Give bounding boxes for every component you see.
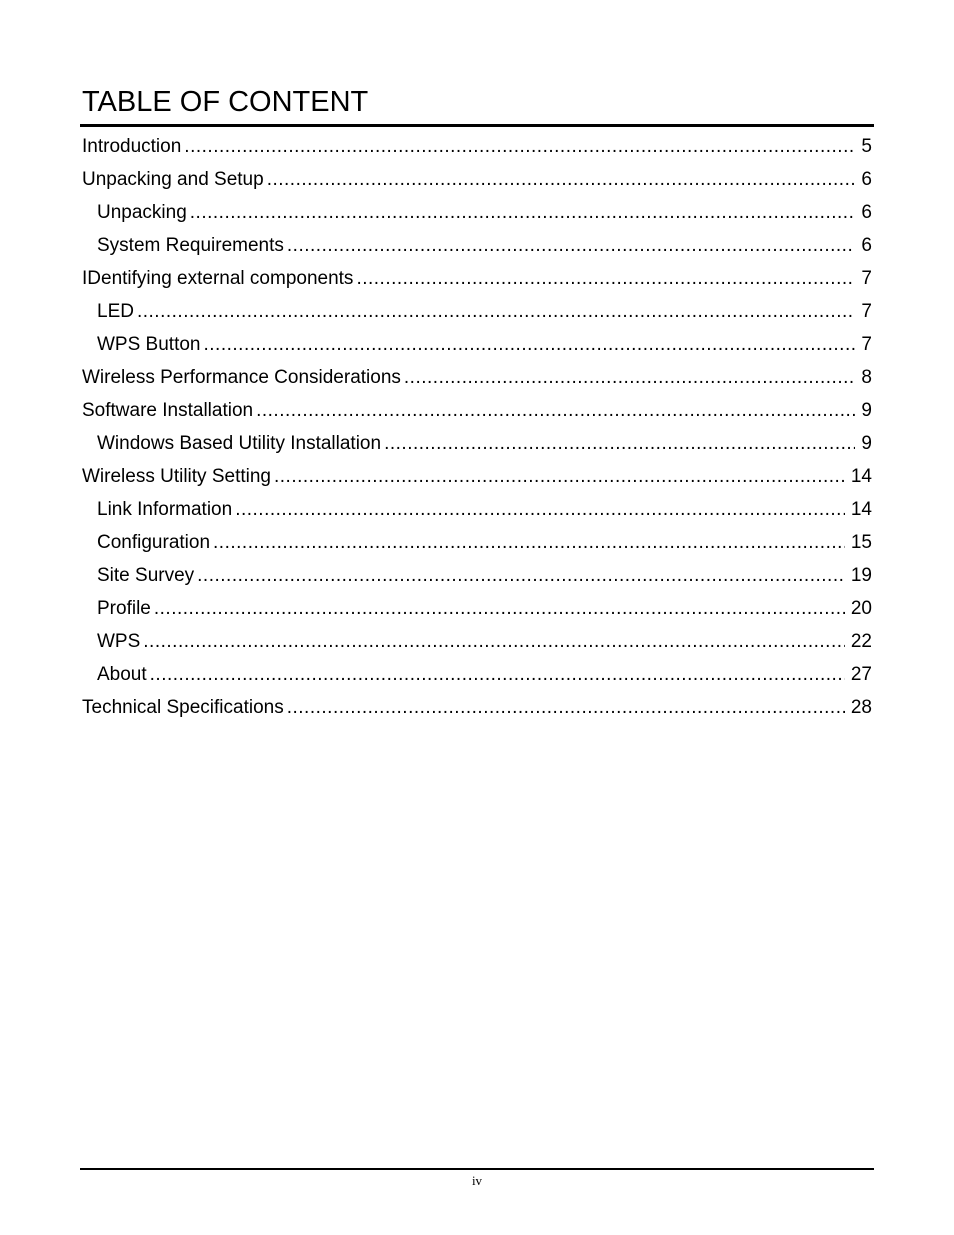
toc-entry-page: 9 bbox=[861, 400, 872, 421]
toc-entry-page: 7 bbox=[861, 268, 872, 289]
toc-dot-leader bbox=[267, 165, 856, 195]
title-divider bbox=[80, 124, 874, 127]
toc-dot-leader bbox=[150, 660, 845, 690]
toc-entry-link-information[interactable] bbox=[82, 495, 872, 528]
toc-dot-leader bbox=[356, 264, 855, 294]
toc-entry-page: 28 bbox=[850, 697, 872, 718]
toc-entry-wireless-utility-setting[interactable] bbox=[82, 462, 872, 495]
toc-entry-label: LED bbox=[97, 301, 134, 322]
toc-entry-page: 22 bbox=[850, 631, 872, 652]
toc-entry-page: 7 bbox=[861, 334, 872, 355]
toc-dot-leader bbox=[190, 198, 856, 228]
toc-entry-label: Software Installation bbox=[82, 400, 254, 421]
toc-entry-page: 14 bbox=[850, 466, 872, 487]
toc-entry-configuration[interactable] bbox=[82, 528, 872, 561]
footer-page-number: iv bbox=[471, 1173, 483, 1188]
toc-entry-label: Link Information bbox=[97, 499, 233, 520]
toc-entry-unpacking[interactable] bbox=[82, 198, 872, 231]
toc-entry-unpacking-and-setup[interactable] bbox=[82, 165, 872, 198]
toc-dot-leader bbox=[287, 693, 845, 723]
toc-entry-page: 15 bbox=[850, 532, 872, 553]
toc-dot-leader bbox=[287, 231, 856, 261]
toc-entry-label: Introduction bbox=[82, 136, 182, 157]
page-title: TABLE OF CONTENT bbox=[82, 86, 369, 118]
toc-entry-page: 19 bbox=[850, 565, 872, 586]
toc-dot-leader bbox=[274, 462, 845, 492]
toc-entry-label: Unpacking and Setup bbox=[82, 169, 264, 190]
toc-entry-system-requirements[interactable] bbox=[82, 231, 872, 264]
toc-entry-software-installation[interactable] bbox=[82, 396, 872, 429]
toc-entry-wps[interactable] bbox=[82, 627, 872, 660]
toc-dot-leader bbox=[197, 561, 845, 591]
toc-entry-label: WPS Button bbox=[97, 334, 201, 355]
toc-entry-windows-based-utility-installation[interactable] bbox=[82, 429, 872, 462]
toc-entry-identifying-external-components[interactable] bbox=[82, 264, 872, 297]
toc-entry-label: Unpacking bbox=[97, 202, 187, 223]
toc-dot-leader bbox=[154, 594, 845, 624]
toc-entry-led[interactable] bbox=[82, 297, 872, 330]
toc-entry-label: Wireless Utility Setting bbox=[82, 466, 271, 487]
toc-entry-label: Profile bbox=[97, 598, 151, 619]
toc-entry-page: 6 bbox=[861, 169, 872, 190]
toc-dot-leader bbox=[143, 627, 845, 657]
toc-entry-page: 14 bbox=[850, 499, 872, 520]
toc-entry-site-survey[interactable] bbox=[82, 561, 872, 594]
toc-dot-leader bbox=[184, 132, 855, 162]
footer-divider bbox=[80, 1168, 874, 1170]
toc-entry-label: Site Survey bbox=[97, 565, 195, 586]
toc-entry-page: 7 bbox=[861, 301, 872, 322]
toc-entry-wps-button[interactable] bbox=[82, 330, 872, 363]
toc-entry-wireless-performance-considerations[interactable] bbox=[82, 363, 872, 396]
toc-entry-page: 20 bbox=[850, 598, 872, 619]
toc-dot-leader bbox=[404, 363, 856, 393]
toc-entry-about[interactable] bbox=[82, 660, 872, 693]
toc-entry-page: 5 bbox=[861, 136, 872, 157]
toc-dot-leader bbox=[384, 429, 855, 459]
toc-entry-page: 27 bbox=[850, 664, 872, 685]
table-of-contents bbox=[82, 132, 872, 726]
toc-entry-page: 6 bbox=[861, 202, 872, 223]
toc-entry-label: Configuration bbox=[97, 532, 211, 553]
toc-entry-technical-specifications[interactable] bbox=[82, 693, 872, 726]
toc-entry-profile[interactable] bbox=[82, 594, 872, 627]
toc-entry-label: System Requirements bbox=[97, 235, 284, 256]
toc-dot-leader bbox=[256, 396, 855, 426]
toc-dot-leader bbox=[137, 297, 855, 327]
toc-entry-label: IDentifying external components bbox=[82, 268, 354, 289]
toc-entry-introduction[interactable] bbox=[82, 132, 872, 165]
toc-dot-leader bbox=[213, 528, 845, 558]
toc-entry-label: WPS bbox=[97, 631, 141, 652]
toc-entry-label: About bbox=[97, 664, 147, 685]
toc-entry-label: Windows Based Utility Installation bbox=[97, 433, 382, 454]
toc-entry-page: 8 bbox=[861, 367, 872, 388]
toc-entry-page: 9 bbox=[861, 433, 872, 454]
toc-entry-label: Wireless Performance Considerations bbox=[82, 367, 401, 388]
toc-entry-label: Technical Specifications bbox=[82, 697, 284, 718]
toc-dot-leader bbox=[235, 495, 845, 525]
toc-dot-leader bbox=[204, 330, 856, 360]
toc-entry-page: 6 bbox=[861, 235, 872, 256]
